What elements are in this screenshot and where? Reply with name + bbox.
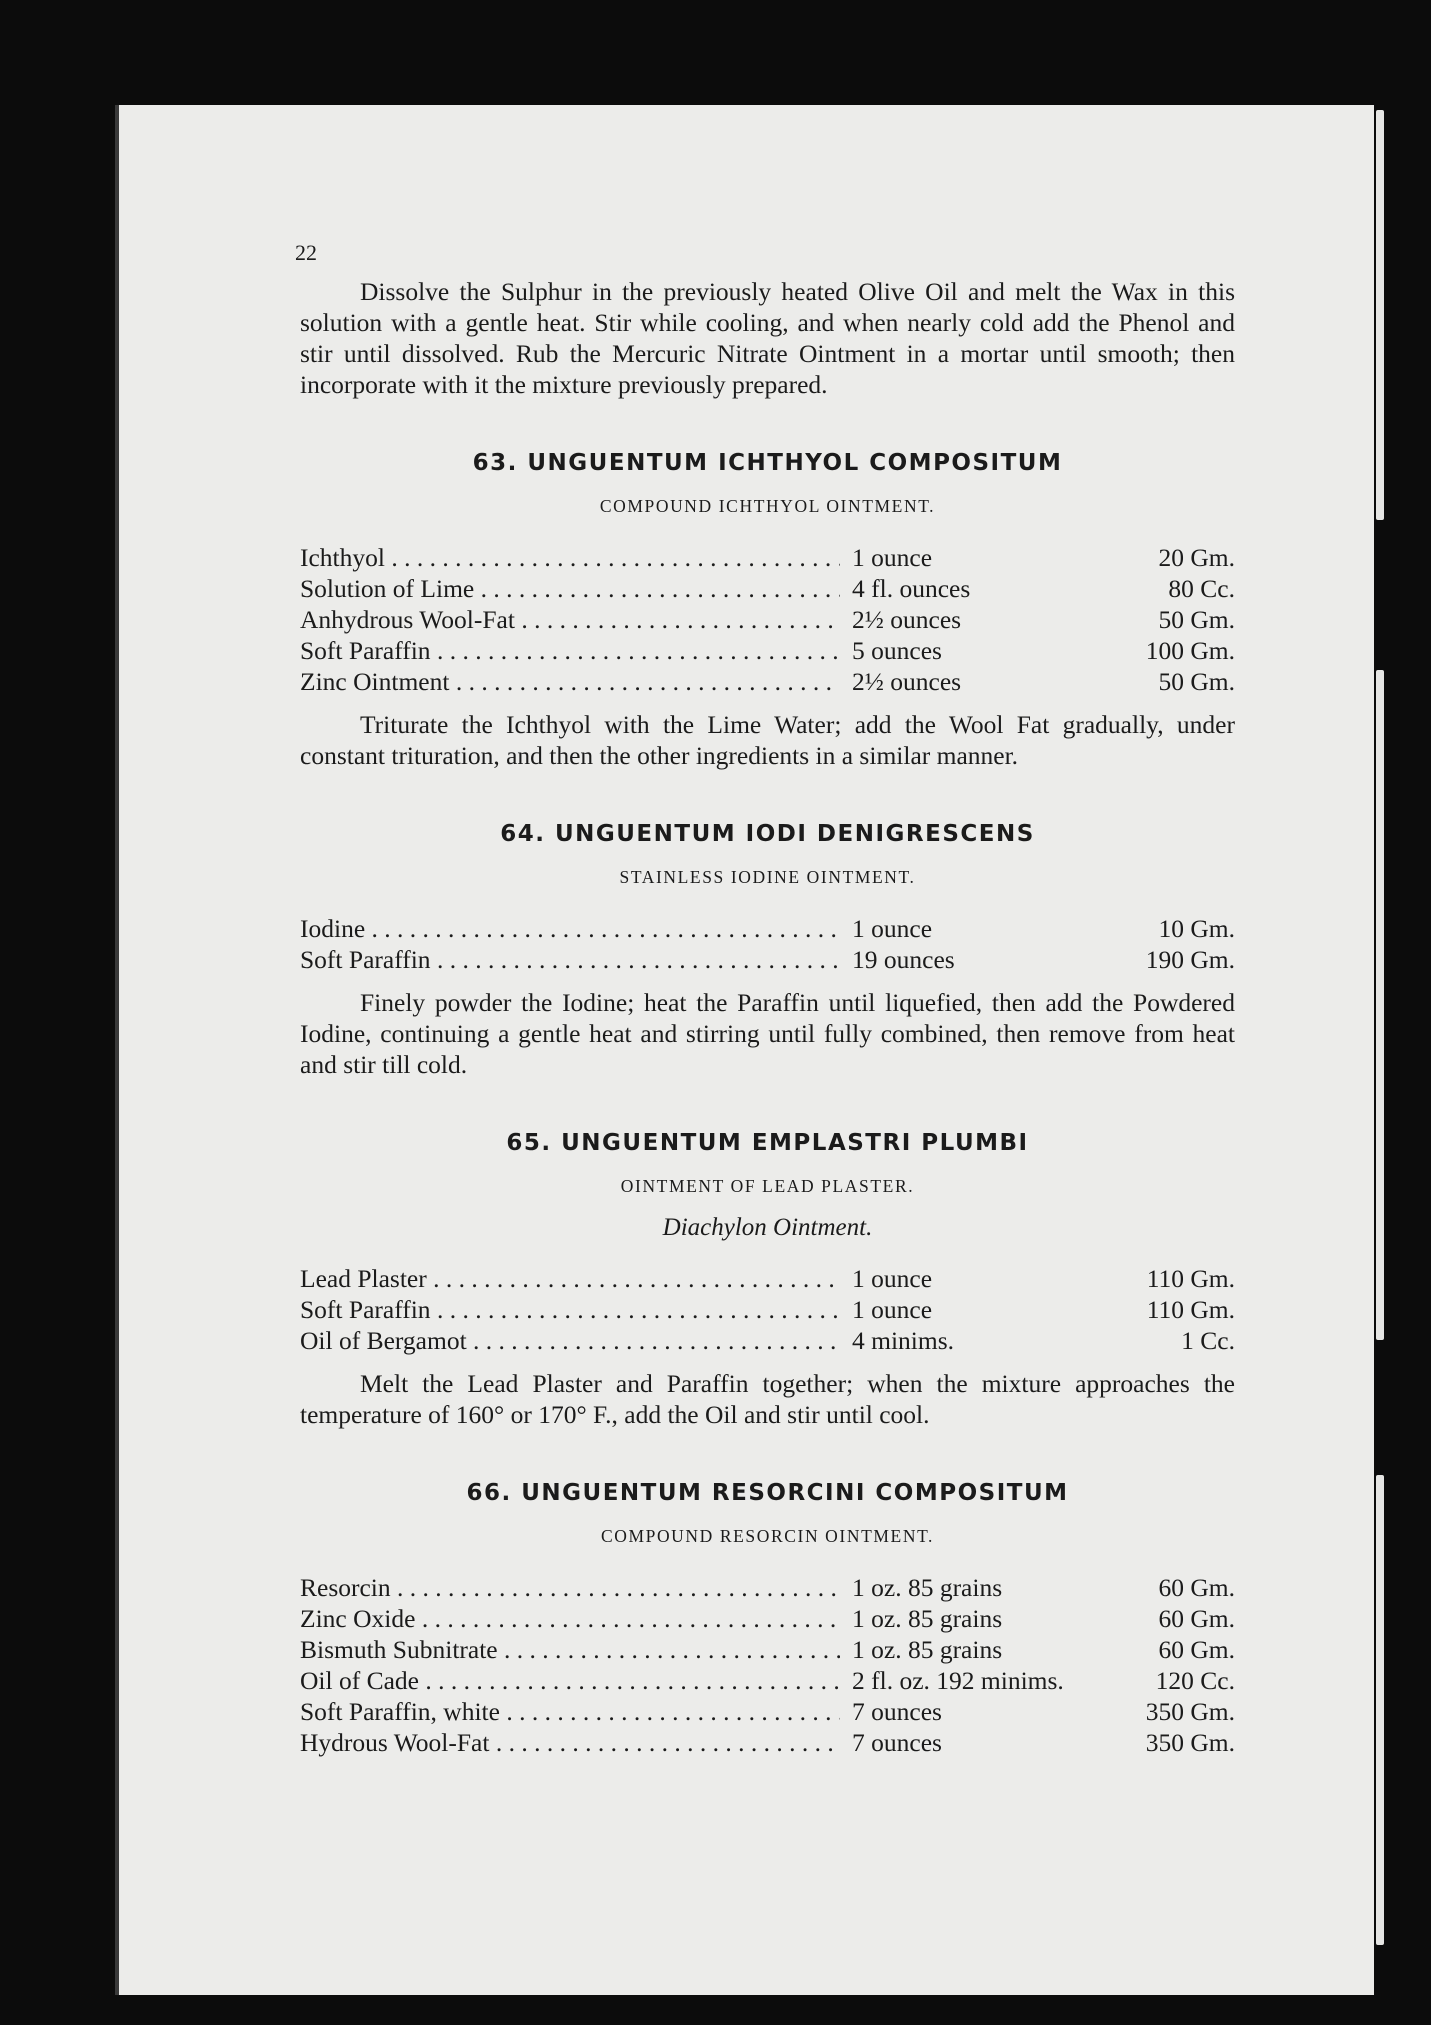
- ingredient-name: Ichthyol . . .: [300, 542, 840, 573]
- page-content: [300, 238, 1235, 1758]
- ingredient-amount: 1 oz. 85 grains: [852, 1635, 1003, 1664]
- ingredient-row: [300, 666, 1235, 697]
- ingredient-name: Anhydrous Wool-Fat . . .: [300, 604, 840, 635]
- ingredient-name: Lead Plaster . . .: [300, 1263, 840, 1294]
- ingredient-row: [300, 1696, 1235, 1727]
- recipe-title: 63. UNGUENTUM ICHTHYOL COMPOSITUM: [472, 450, 1063, 476]
- recipe-title: 65. UNGUENTUM EMPLASTRI PLUMBI: [506, 1130, 1029, 1156]
- ingredient-row: [300, 635, 1235, 666]
- ingredient-metric: 60 Gm.: [1158, 1635, 1235, 1664]
- ingredient-row: [300, 913, 1235, 944]
- ingredient-metric: 120 Cc.: [1155, 1666, 1235, 1695]
- ingredient-metric: 20 Gm.: [1158, 543, 1235, 572]
- ingredient-name: Zinc Ointment . . .: [300, 666, 840, 697]
- ingredient-metric: 10 Gm.: [1158, 914, 1235, 943]
- recipe-subtitle: STAINLESS IODINE OINTMENT.: [619, 867, 916, 887]
- ingredient-name: Bismuth Subnitrate . . .: [300, 1634, 840, 1665]
- ingredient-name: Soft Paraffin . . .: [300, 1294, 840, 1325]
- ingredient-metric: 190 Gm.: [1145, 945, 1235, 974]
- ingredient-row: [300, 1665, 1235, 1696]
- ingredient-table: [300, 1263, 1235, 1356]
- page-edge: [1376, 110, 1384, 520]
- recipe-section: [300, 819, 1235, 1080]
- ingredient-row: [300, 1263, 1235, 1294]
- ingredient-name: Solution of Lime . . .: [300, 573, 840, 604]
- ingredient-table: [300, 913, 1235, 975]
- ingredient-amount: 2½ ounces: [852, 605, 962, 634]
- ingredient-metric: 50 Gm.: [1158, 667, 1235, 696]
- ingredient-amount: 4 minims.: [852, 1326, 955, 1355]
- ingredient-name: Soft Paraffin . . .: [300, 944, 840, 975]
- ingredient-name: Zinc Oxide . . .: [300, 1603, 840, 1634]
- ingredient-amount: 1 ounce: [852, 543, 933, 572]
- ingredient-metric: 80 Cc.: [1168, 574, 1235, 603]
- ingredient-row: [300, 1325, 1235, 1356]
- ingredient-name: Resorcin . . .: [300, 1572, 840, 1603]
- recipe-title: 64. UNGUENTUM IODI DENIGRESCENS: [500, 821, 1035, 847]
- recipe-title: 66. UNGUENTUM RESORCINI COMPOSITUM: [466, 1480, 1069, 1506]
- page-edge: [1376, 1475, 1384, 1945]
- ingredient-name: Oil of Cade . . .: [300, 1665, 840, 1696]
- ingredient-row: [300, 1294, 1235, 1325]
- ingredient-amount: 5 ounces: [852, 636, 942, 665]
- recipe-alias: Diachylon Ointment.: [662, 1214, 873, 1241]
- ingredient-amount: 1 oz. 85 grains: [852, 1604, 1003, 1633]
- ingredient-metric: 110 Gm.: [1146, 1264, 1235, 1293]
- ingredient-amount: 7 ounces: [852, 1697, 942, 1726]
- recipe-directions: Melt the Lead Plaster and Paraffin together; when the mixture approaches the temperature of 160° or 170° F., add the Oil and stir until cool.: [300, 1369, 1235, 1429]
- recipe-section: [300, 1128, 1235, 1430]
- ingredient-amount: 2 fl. oz. 192 minims.: [852, 1666, 1064, 1695]
- ingredient-amount: 1 ounce: [852, 1295, 933, 1324]
- recipe-directions: Triturate the Ichthyol with the Lime Water; add the Wool Fat gradually, under constant trituration, and then the other ingredients in a similar manner.: [300, 710, 1235, 770]
- ingredient-amount: 1 ounce: [852, 914, 933, 943]
- ingredient-row: [300, 1727, 1235, 1758]
- ingredient-metric: 50 Gm.: [1158, 605, 1235, 634]
- ingredient-row: [300, 542, 1235, 573]
- ingredient-name: Oil of Bergamot . . .: [300, 1325, 840, 1356]
- recipe-subtitle: COMPOUND ICHTHYOL OINTMENT.: [599, 496, 936, 516]
- ingredient-table: [300, 542, 1235, 697]
- ingredient-amount: 1 ounce: [852, 1264, 933, 1293]
- ingredient-metric: 350 Gm.: [1145, 1728, 1235, 1757]
- recipe-subtitle: OINTMENT OF LEAD PLASTER.: [620, 1176, 915, 1196]
- ingredient-metric: 60 Gm.: [1158, 1604, 1235, 1633]
- ingredient-amount: 1 oz. 85 grains: [852, 1573, 1003, 1602]
- ingredient-row: [300, 573, 1235, 604]
- intro-paragraph: Dissolve the Sulphur in the previously heated Olive Oil and melt the Wax in this solution with a gentle heat. Stir while cooling, and when nearly cold add the Phenol and stir until dissolved. Rub the Mercuric Nitrate Ointment in a mortar until smooth; then incorporate with it the mixture previously prepared.: [300, 277, 1235, 399]
- ingredient-metric: 1 Cc.: [1181, 1326, 1235, 1355]
- ingredient-amount: 7 ounces: [852, 1728, 942, 1757]
- page-number: 22: [295, 240, 317, 265]
- ingredient-row: [300, 1603, 1235, 1634]
- recipe-subtitle: COMPOUND RESORCIN OINTMENT.: [600, 1526, 935, 1546]
- ingredient-row: [300, 1634, 1235, 1665]
- ingredient-name: Hydrous Wool-Fat . . .: [300, 1727, 840, 1758]
- ingredient-name: Soft Paraffin . . .: [300, 635, 840, 666]
- recipe-section: [300, 448, 1235, 771]
- recipe-section: [300, 1478, 1235, 1758]
- ingredient-row: [300, 604, 1235, 635]
- ingredient-name: Iodine . . .: [300, 913, 840, 944]
- ingredient-metric: 350 Gm.: [1145, 1697, 1235, 1726]
- ingredient-table: [300, 1572, 1235, 1758]
- page-edge: [1376, 670, 1384, 1340]
- ingredient-metric: 110 Gm.: [1146, 1295, 1235, 1324]
- ingredient-metric: 100 Gm.: [1145, 636, 1235, 665]
- ingredient-name: Soft Paraffin, white . . .: [300, 1696, 840, 1727]
- recipe-directions: Finely powder the Iodine; heat the Paraffin until liquefied, then add the Powdered Iodine, continuing a gentle heat and stirring until fully combined, then remove from heat and stir till cold.: [300, 988, 1235, 1079]
- ingredient-amount: 4 fl. ounces: [852, 574, 971, 603]
- ingredient-row: [300, 1572, 1235, 1603]
- ingredient-amount: 2½ ounces: [852, 667, 962, 696]
- ingredient-amount: 19 ounces: [852, 945, 955, 974]
- ingredient-metric: 60 Gm.: [1158, 1573, 1235, 1602]
- ingredient-row: [300, 944, 1235, 975]
